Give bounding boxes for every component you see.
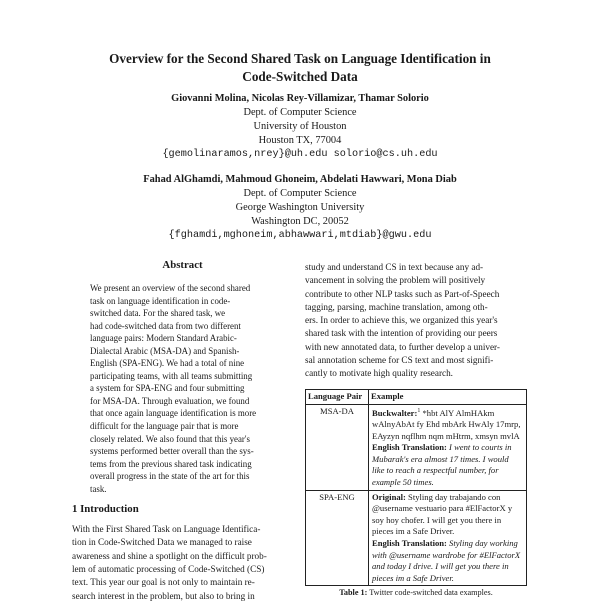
affiliation-university: George Washington University — [235, 202, 365, 213]
table-row — [306, 404, 527, 490]
right-line: tagging, parsing, machine translation, among oth- — [305, 301, 488, 312]
intro-line: text. This year our goal is not only to maintain re- — [72, 577, 255, 588]
abstract-line: that once again language identification is more — [90, 408, 257, 419]
example-table-wrapper — [305, 389, 527, 597]
example-label: Buckwalter: — [372, 407, 418, 418]
author-block-2 — [0, 173, 600, 243]
affiliation-dept: Dept. of Computer Science — [243, 188, 357, 199]
intro-line: With the First Shared Task on Language Identifica- — [72, 524, 261, 534]
abstract-line: task on language identification in code- — [90, 295, 231, 306]
translation-label: English Translation: — [372, 537, 447, 548]
abstract-line: systems performed better overall than the sys- — [90, 446, 254, 457]
intro-line: tion in Code-Switched Data we managed to raise — [72, 537, 252, 548]
right-line: with new annotated data, to further develop a univer- — [305, 341, 500, 352]
introduction-body — [72, 523, 294, 603]
abstract-line: Dialectal Arabic (MSA-DA) and Spanish- — [90, 345, 240, 356]
abstract-line: task. — [90, 483, 107, 494]
introduction-heading: 1 Introduction — [72, 503, 139, 515]
abstract-line: for MSA-DA. Through evaluation, we found — [90, 395, 250, 406]
right-line: ers. In order to achieve this, we organized this year's — [305, 315, 498, 326]
intro-line: awareness and shine a spotlight on the difficult prob- — [72, 550, 267, 561]
right-line: contribute to other NLP tasks such as Part-of-Speech — [305, 288, 500, 299]
abstract-line: had code-switched data from two different — [90, 320, 241, 331]
example-cell — [369, 404, 527, 490]
abstract-line: language pairs: Modern Standard Arabic- — [90, 333, 237, 344]
author-emails: {gemolinaramos,nrey}@uh.edu solorio@cs.uh.edu — [162, 149, 438, 160]
example-cell — [369, 490, 527, 586]
example-text: Styling day trabajando con @username vestuario para #ElFactorX y soy hoy chofer. I will get you there in pieces im a Safe Driver. — [372, 491, 513, 537]
abstract-line: difficult for the language pair that is more — [90, 421, 239, 432]
right-line: cantly to motivate high quality research. — [305, 368, 453, 379]
table-caption — [305, 588, 527, 597]
affiliation-university: University of Houston — [253, 121, 347, 132]
right-line: study and understand CS in text because any ad- — [305, 262, 484, 272]
right-line: vancement in solving the problem will positively — [305, 275, 486, 286]
author-emails: {fghamdi,mghoneim,abhawwari,mtdiab}@gwu.edu — [168, 230, 432, 241]
table-row — [306, 490, 527, 586]
affiliation-city: Houston TX, 77004 — [258, 135, 342, 146]
translation-label: English Translation: — [372, 442, 447, 453]
abstract-line: English (SPA-ENG). We had a total of nine — [90, 358, 245, 369]
abstract-body — [90, 282, 275, 495]
right-line: shared task with the intention of providing our peers — [305, 328, 498, 339]
abstract-heading: Abstract — [162, 259, 203, 271]
example-label: Original: — [372, 491, 406, 502]
author-block-1 — [0, 92, 600, 162]
translation-text: Styling day working with @username wardrobe for #ElFactorX and today I drive. I will get you there in pieces im a Safe Driver. — [372, 537, 521, 583]
title-line-1: Overview for the Second Shared Task on Language Identification in — [109, 51, 491, 66]
column-header-language-pair: Language Pair — [306, 390, 369, 405]
abstract-line: tems from the previous shared task indicating — [90, 458, 252, 469]
footnote-marker: 1 — [417, 407, 421, 414]
abstract-line: closely related. We also found that this year's — [90, 433, 250, 444]
example-text: *hbt AlY AlmHAkm wAlnyAbAt fy Ehd mbArk HwAly 17mrp, EAyzyn nqflhm nqm mHtrm, xmsyn mvlA — [372, 407, 521, 441]
authors-line: Fahad AlGhamdi, Mahmoud Ghoneim, Abdelati Hawwari, Mona Diab — [143, 174, 457, 185]
caption-text: Twitter code-switched data examples. — [367, 588, 493, 598]
right-line: sal annotation scheme for CS text and most signifi- — [305, 355, 494, 366]
intro-line: lem of automatic processing of Code-Switched (CS) — [72, 564, 265, 575]
translation-text: I went to courts in Mubarak's era almost 17 times. I would like to reach a respectful number, for example 50 times. — [372, 442, 512, 488]
abstract-line: overall progress in the state of the art for this — [90, 471, 250, 482]
table-header-row — [306, 390, 527, 405]
abstract-line: a system for SPA-ENG and four submitting — [90, 383, 245, 394]
abstract-line: participating teams, with all teams submitting — [90, 370, 253, 381]
column-header-example: Example — [369, 390, 527, 405]
language-pair-cell: SPA-ENG — [306, 490, 369, 586]
affiliation-dept: Dept. of Computer Science — [243, 107, 357, 118]
intro-line: search interest in the problem, but also to bring in — [72, 590, 255, 601]
caption-label: Table 1: — [339, 588, 368, 598]
abstract-line: switched data. For the shared task, we — [90, 308, 226, 319]
example-table — [305, 389, 527, 586]
language-pair-cell: MSA-DA — [306, 404, 369, 490]
right-column-body — [305, 261, 527, 381]
paper-title — [0, 50, 600, 86]
authors-line: Giovanni Molina, Nicolas Rey-Villamizar, Thamar Solorio — [171, 93, 429, 104]
abstract-line: We present an overview of the second shared — [90, 283, 251, 293]
title-line-2: Code-Switched Data — [242, 69, 358, 84]
affiliation-city: Washington DC, 20052 — [251, 216, 349, 227]
